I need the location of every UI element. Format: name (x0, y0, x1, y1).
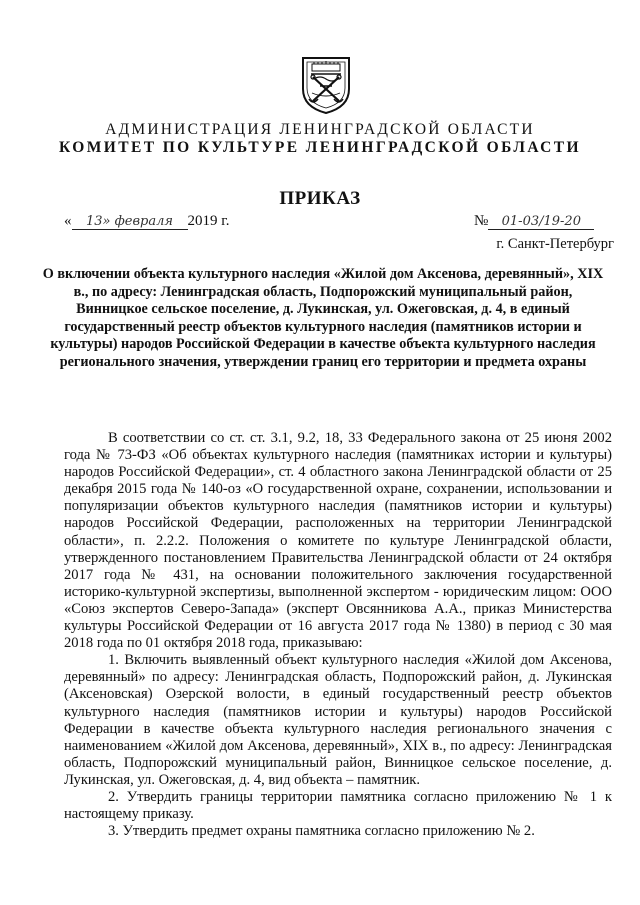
document-date (64, 213, 229, 230)
document-title: ПРИКАЗ (279, 188, 361, 209)
coat-of-arms-icon (300, 55, 352, 115)
date-open-quote: « (64, 213, 72, 229)
document-city: г. Санкт-Петербург (496, 236, 614, 252)
order-item-3: 3. Утвердить предмет охраны памятника согласно приложению № 2. (108, 823, 535, 840)
handwritten-number: 01-03/19-20 (488, 214, 594, 230)
document-heading: О включении объекта культурного наследия «Жилой дом Аксенова, деревянный», XIX в., по адресу: Ленинградская область, Подпорожский муниципальный район, Винницкое сельское поселение, д. Лукинская, ул. Ожеговская, д. 4, в единый государственный реестр объектов культурного наследия (памятников истории и культуры) народов Российской Федерации в качестве объекта культурного наследия регионального значения, утверждении границ его территории и предмета охраны (42, 266, 604, 370)
document-number (474, 213, 594, 230)
number-prefix: № (474, 213, 489, 229)
order-item-2: 2. Утвердить границы территории памятника согласно приложению № 1 к настоящему приказу. (64, 788, 612, 823)
handwritten-date: 13» февраля (72, 214, 188, 230)
document-body (64, 430, 612, 840)
order-item-1: 1. Включить выявленный объект культурного наследия «Жилой дом Аксенова, деревянный» по адресу: Ленинградская область, Подпорожский район, д. Лукинская (Аксеновская) Озерской волости, в единый государственный реестр объектов культурного наследия (памятников истории и культуры) народов Российской Федерации в качестве объекта культурного наследия регионального значения с наименованием «Жилой дом Аксенова, деревянный», XIX в., по адресу: Ленинградская область, Подпорожский муниципальный район, Винницкое сельское поселение, д. Лукинская, ул. Ожеговская, д. 4, вид объекта – памятник. (64, 652, 612, 788)
date-year: 2019 г. (187, 213, 230, 229)
committee-name: КОМИТЕТ ПО КУЛЬТУРЕ ЛЕНИНГРАДСКОЙ ОБЛАСТИ (59, 139, 581, 156)
preamble-paragraph: В соответствии со ст. ст. 3.1, 9.2, 18, 33 Федерального закона от 25 июня 2002 года № 73-ФЗ «Об объектах культурного наследия (памятниках истории и культуры) народов Российской Федерации», ст. 4 областного закона Ленинградской области от 25 декабря 2015 года № 140-оз «О государственной охране, сохранении, использовании и популяризации объектов культурного наследия (памятников истории и культуры) народов Российской Федерации, расположенных на территории Ленинградской области», п. 2.2.2. Положения о комитете по культуре Ленинградской области, утвержденного постановлением Правительства Ленинградской области от 24 октября 2017 года № 431, на основании положительного заключения государственной историко-культурной экспертизы, выполненной экспертом - юридическим лицом: ООО «Союз экспертов Северо-Запада» (эксперт Овсянникова А.А., приказ Министерства культуры Российской Федерации от 16 августа 2017 года № 1380) в период с 30 мая 2018 года по 01 октября 2018 года, приказываю: (64, 430, 612, 652)
organization-name: АДМИНИСТРАЦИЯ ЛЕНИНГРАДСКОЙ ОБЛАСТИ (105, 121, 535, 138)
